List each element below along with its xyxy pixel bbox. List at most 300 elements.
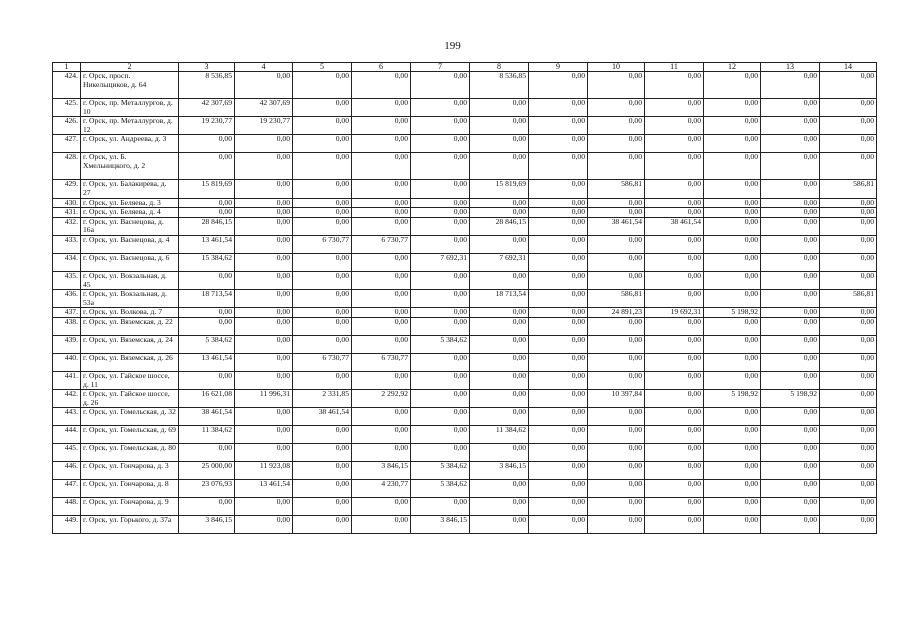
row-number: 430. <box>53 198 81 208</box>
value-cell: 0,00 <box>704 208 761 218</box>
value-cell: 0,00 <box>588 480 645 498</box>
value-cell: 0,00 <box>704 317 761 335</box>
value-cell: 0,00 <box>470 390 529 408</box>
value-cell: 5 384,62 <box>179 335 235 353</box>
value-cell: 0,00 <box>235 371 293 389</box>
value-cell: 10 397,84 <box>588 390 645 408</box>
value-cell: 38 461,54 <box>588 217 645 235</box>
address-cell: г. Орск, ул. Вяземская, д. 24 <box>81 335 179 353</box>
value-cell: 0,00 <box>352 271 411 289</box>
value-cell: 0,00 <box>470 317 529 335</box>
table-row <box>53 444 877 462</box>
value-cell: 6 730,77 <box>293 235 352 253</box>
value-cell: 18 713,54 <box>470 290 529 308</box>
table-row <box>53 217 877 235</box>
value-cell: 0,00 <box>352 516 411 534</box>
value-cell: 0,00 <box>179 135 235 153</box>
value-cell: 0,00 <box>411 498 470 516</box>
value-cell: 0,00 <box>588 426 645 444</box>
value-cell: 18 713,54 <box>179 290 235 308</box>
value-cell: 0,00 <box>470 198 529 208</box>
value-cell: 0,00 <box>761 444 820 462</box>
value-cell: 0,00 <box>293 253 352 271</box>
table-row <box>53 72 877 99</box>
value-cell: 0,00 <box>645 271 704 289</box>
value-cell: 0,00 <box>588 516 645 534</box>
value-cell: 0,00 <box>529 253 588 271</box>
value-cell: 0,00 <box>352 317 411 335</box>
value-cell: 0,00 <box>470 480 529 498</box>
value-cell: 0,00 <box>645 153 704 180</box>
value-cell: 0,00 <box>761 198 820 208</box>
address-cell: г. Орск, ул. Гончарова, д. 9 <box>81 498 179 516</box>
value-cell: 0,00 <box>761 290 820 308</box>
value-cell: 0,00 <box>235 353 293 371</box>
value-cell: 19 692,31 <box>645 308 704 318</box>
value-cell: 0,00 <box>704 235 761 253</box>
value-cell: 0,00 <box>820 235 877 253</box>
value-cell: 0,00 <box>704 335 761 353</box>
value-cell: 0,00 <box>761 180 820 198</box>
table-row <box>53 290 877 308</box>
value-cell: 0,00 <box>820 371 877 389</box>
column-header: 8 <box>470 63 529 72</box>
value-cell: 0,00 <box>235 208 293 218</box>
value-cell: 0,00 <box>293 72 352 99</box>
row-number: 424. <box>53 72 81 99</box>
value-cell: 0,00 <box>470 135 529 153</box>
value-cell: 19 230,77 <box>179 117 235 135</box>
value-cell: 0,00 <box>588 271 645 289</box>
value-cell: 11 996,31 <box>235 390 293 408</box>
value-cell: 0,00 <box>179 271 235 289</box>
table-row <box>53 498 877 516</box>
value-cell: 0,00 <box>645 235 704 253</box>
value-cell: 0,00 <box>588 253 645 271</box>
value-cell: 5 384,62 <box>411 462 470 480</box>
value-cell: 0,00 <box>820 308 877 318</box>
table-row <box>53 99 877 117</box>
address-cell: г. Орск, ул. Вокзальная, д. 45 <box>81 271 179 289</box>
value-cell: 0,00 <box>470 271 529 289</box>
value-cell: 0,00 <box>293 290 352 308</box>
value-cell: 8 536,85 <box>179 72 235 99</box>
value-cell: 28 846,15 <box>470 217 529 235</box>
row-number: 435. <box>53 271 81 289</box>
header-row <box>53 63 877 72</box>
column-header: 11 <box>645 63 704 72</box>
value-cell: 0,00 <box>645 462 704 480</box>
value-cell: 42 307,69 <box>179 99 235 117</box>
value-cell: 3 846,15 <box>352 462 411 480</box>
address-cell: г. Орск, пр. Металлургов, д. 12 <box>81 117 179 135</box>
value-cell: 0,00 <box>529 390 588 408</box>
value-cell: 0,00 <box>529 271 588 289</box>
value-cell: 2 292,92 <box>352 390 411 408</box>
value-cell: 0,00 <box>761 408 820 426</box>
row-number: 428. <box>53 153 81 180</box>
value-cell: 0,00 <box>704 426 761 444</box>
value-cell: 0,00 <box>411 426 470 444</box>
row-number: 437. <box>53 308 81 318</box>
value-cell: 3 846,15 <box>470 462 529 480</box>
value-cell: 0,00 <box>529 353 588 371</box>
row-number: 444. <box>53 426 81 444</box>
value-cell: 0,00 <box>235 444 293 462</box>
value-cell: 0,00 <box>470 353 529 371</box>
value-cell: 0,00 <box>352 72 411 99</box>
value-cell: 0,00 <box>820 198 877 208</box>
row-number: 441. <box>53 371 81 389</box>
value-cell: 0,00 <box>704 99 761 117</box>
value-cell: 0,00 <box>352 117 411 135</box>
address-cell: г. Орск, ул. Гомельская, д. 32 <box>81 408 179 426</box>
value-cell: 0,00 <box>179 308 235 318</box>
value-cell: 38 461,54 <box>293 408 352 426</box>
column-header: 12 <box>704 63 761 72</box>
value-cell: 0,00 <box>529 335 588 353</box>
address-cell: г. Орск, ул. Беляева, д. 3 <box>81 198 179 208</box>
value-cell: 0,00 <box>529 235 588 253</box>
value-cell: 0,00 <box>352 290 411 308</box>
value-cell: 0,00 <box>352 335 411 353</box>
value-cell: 24 891,23 <box>588 308 645 318</box>
value-cell: 0,00 <box>470 444 529 462</box>
value-cell: 0,00 <box>588 408 645 426</box>
value-cell: 0,00 <box>820 117 877 135</box>
value-cell: 0,00 <box>293 462 352 480</box>
value-cell: 0,00 <box>293 516 352 534</box>
value-cell: 0,00 <box>470 498 529 516</box>
data-table <box>52 62 877 534</box>
address-cell: г. Орск, ул. Андреева, д. 3 <box>81 135 179 153</box>
value-cell: 0,00 <box>645 198 704 208</box>
row-number: 442. <box>53 390 81 408</box>
address-cell: г. Орск, ул. Васнецова, д. 6 <box>81 253 179 271</box>
value-cell: 0,00 <box>588 371 645 389</box>
value-cell: 0,00 <box>529 117 588 135</box>
value-cell: 0,00 <box>820 498 877 516</box>
value-cell: 0,00 <box>645 498 704 516</box>
value-cell: 0,00 <box>293 371 352 389</box>
value-cell: 586,81 <box>588 290 645 308</box>
value-cell: 0,00 <box>529 371 588 389</box>
value-cell: 0,00 <box>470 371 529 389</box>
value-cell: 0,00 <box>293 426 352 444</box>
value-cell: 0,00 <box>179 317 235 335</box>
value-cell: 0,00 <box>588 99 645 117</box>
value-cell: 13 461,54 <box>235 480 293 498</box>
value-cell: 0,00 <box>645 290 704 308</box>
table-row <box>53 335 877 353</box>
column-header: 3 <box>179 63 235 72</box>
value-cell: 0,00 <box>352 444 411 462</box>
value-cell: 0,00 <box>820 271 877 289</box>
value-cell: 0,00 <box>352 180 411 198</box>
value-cell: 0,00 <box>761 99 820 117</box>
value-cell: 11 384,62 <box>179 426 235 444</box>
column-header: 14 <box>820 63 877 72</box>
value-cell: 0,00 <box>293 117 352 135</box>
value-cell: 0,00 <box>761 153 820 180</box>
value-cell: 3 846,15 <box>411 516 470 534</box>
value-cell: 0,00 <box>704 408 761 426</box>
value-cell: 0,00 <box>704 462 761 480</box>
row-number: 431. <box>53 208 81 218</box>
value-cell: 8 536,85 <box>470 72 529 99</box>
value-cell: 11 384,62 <box>470 426 529 444</box>
value-cell: 0,00 <box>411 317 470 335</box>
value-cell: 0,00 <box>235 235 293 253</box>
value-cell: 0,00 <box>235 498 293 516</box>
row-number: 429. <box>53 180 81 198</box>
value-cell: 5 198,92 <box>704 390 761 408</box>
value-cell: 16 621,08 <box>179 390 235 408</box>
value-cell: 0,00 <box>411 180 470 198</box>
table-row <box>53 208 877 218</box>
value-cell: 0,00 <box>588 462 645 480</box>
row-number: 445. <box>53 444 81 462</box>
value-cell: 0,00 <box>529 217 588 235</box>
value-cell: 0,00 <box>645 253 704 271</box>
value-cell: 0,00 <box>352 308 411 318</box>
value-cell: 0,00 <box>761 498 820 516</box>
value-cell: 0,00 <box>235 217 293 235</box>
address-cell: г. Орск, ул. Б. Хмельницкого, д. 2 <box>81 153 179 180</box>
value-cell: 0,00 <box>411 371 470 389</box>
value-cell: 0,00 <box>645 335 704 353</box>
value-cell: 38 461,54 <box>179 408 235 426</box>
value-cell: 0,00 <box>588 235 645 253</box>
value-cell: 0,00 <box>529 198 588 208</box>
value-cell: 7 692,31 <box>470 253 529 271</box>
row-number: 425. <box>53 99 81 117</box>
value-cell: 0,00 <box>411 390 470 408</box>
value-cell: 0,00 <box>529 99 588 117</box>
value-cell: 15 384,62 <box>179 253 235 271</box>
value-cell: 0,00 <box>293 308 352 318</box>
value-cell: 0,00 <box>293 498 352 516</box>
row-number: 449. <box>53 516 81 534</box>
value-cell: 0,00 <box>645 317 704 335</box>
value-cell: 0,00 <box>179 444 235 462</box>
table-row <box>53 390 877 408</box>
column-header: 7 <box>411 63 470 72</box>
value-cell: 0,00 <box>645 390 704 408</box>
value-cell: 0,00 <box>352 253 411 271</box>
table-body <box>53 72 877 534</box>
value-cell: 0,00 <box>529 480 588 498</box>
column-header: 5 <box>293 63 352 72</box>
value-cell: 0,00 <box>704 117 761 135</box>
value-cell: 0,00 <box>761 217 820 235</box>
row-number: 426. <box>53 117 81 135</box>
table-row <box>53 153 877 180</box>
value-cell: 0,00 <box>411 217 470 235</box>
value-cell: 0,00 <box>761 317 820 335</box>
value-cell: 0,00 <box>645 426 704 444</box>
value-cell: 0,00 <box>645 353 704 371</box>
value-cell: 0,00 <box>704 153 761 180</box>
value-cell: 0,00 <box>588 317 645 335</box>
value-cell: 7 692,31 <box>411 253 470 271</box>
address-cell: г. Орск, ул. Васнецова, д. 4 <box>81 235 179 253</box>
value-cell: 0,00 <box>820 444 877 462</box>
value-cell: 0,00 <box>411 353 470 371</box>
value-cell: 0,00 <box>352 99 411 117</box>
value-cell: 0,00 <box>470 208 529 218</box>
value-cell: 0,00 <box>820 135 877 153</box>
value-cell: 0,00 <box>820 480 877 498</box>
value-cell: 0,00 <box>293 317 352 335</box>
column-header: 6 <box>352 63 411 72</box>
value-cell: 0,00 <box>293 217 352 235</box>
value-cell: 0,00 <box>761 371 820 389</box>
value-cell: 0,00 <box>588 153 645 180</box>
value-cell: 15 819,69 <box>179 180 235 198</box>
value-cell: 0,00 <box>235 153 293 180</box>
value-cell: 0,00 <box>235 335 293 353</box>
table-row <box>53 235 877 253</box>
value-cell: 0,00 <box>704 290 761 308</box>
value-cell: 0,00 <box>235 180 293 198</box>
value-cell: 0,00 <box>645 135 704 153</box>
address-cell: г. Орск, ул. Гайское шоссе, д. 26 <box>81 390 179 408</box>
value-cell: 0,00 <box>235 290 293 308</box>
value-cell: 6 730,77 <box>352 235 411 253</box>
value-cell: 0,00 <box>470 408 529 426</box>
value-cell: 0,00 <box>179 198 235 208</box>
value-cell: 0,00 <box>529 408 588 426</box>
value-cell: 0,00 <box>352 198 411 208</box>
row-number: 439. <box>53 335 81 353</box>
value-cell: 0,00 <box>293 208 352 218</box>
value-cell: 0,00 <box>352 426 411 444</box>
row-number: 440. <box>53 353 81 371</box>
row-number: 432. <box>53 217 81 235</box>
row-number: 434. <box>53 253 81 271</box>
table-row <box>53 426 877 444</box>
address-cell: г. Орск, ул. Вяземская, д. 26 <box>81 353 179 371</box>
address-cell: г. Орск, ул. Гончарова, д. 8 <box>81 480 179 498</box>
value-cell: 0,00 <box>645 408 704 426</box>
value-cell: 0,00 <box>645 516 704 534</box>
value-cell: 0,00 <box>179 371 235 389</box>
value-cell: 586,81 <box>820 180 877 198</box>
value-cell: 0,00 <box>293 271 352 289</box>
value-cell: 0,00 <box>293 153 352 180</box>
value-cell: 0,00 <box>411 444 470 462</box>
value-cell: 0,00 <box>411 271 470 289</box>
value-cell: 0,00 <box>820 516 877 534</box>
value-cell: 0,00 <box>529 290 588 308</box>
table-row <box>53 462 877 480</box>
column-header: 9 <box>529 63 588 72</box>
value-cell: 0,00 <box>645 444 704 462</box>
value-cell: 0,00 <box>820 426 877 444</box>
value-cell: 0,00 <box>588 208 645 218</box>
value-cell: 0,00 <box>293 480 352 498</box>
value-cell: 0,00 <box>704 198 761 208</box>
value-cell: 0,00 <box>179 153 235 180</box>
value-cell: 0,00 <box>704 353 761 371</box>
value-cell: 23 076,93 <box>179 480 235 498</box>
table-row <box>53 117 877 135</box>
value-cell: 0,00 <box>411 72 470 99</box>
value-cell: 0,00 <box>704 480 761 498</box>
value-cell: 0,00 <box>352 371 411 389</box>
value-cell: 0,00 <box>235 72 293 99</box>
value-cell: 0,00 <box>588 117 645 135</box>
value-cell: 11 923,08 <box>235 462 293 480</box>
value-cell: 0,00 <box>411 208 470 218</box>
value-cell: 0,00 <box>470 153 529 180</box>
value-cell: 0,00 <box>529 153 588 180</box>
value-cell: 0,00 <box>411 117 470 135</box>
table-row <box>53 271 877 289</box>
value-cell: 0,00 <box>761 253 820 271</box>
value-cell: 0,00 <box>761 462 820 480</box>
value-cell: 0,00 <box>529 180 588 198</box>
value-cell: 586,81 <box>820 290 877 308</box>
address-cell: г. Орск, ул. Вяземская, д. 22 <box>81 317 179 335</box>
value-cell: 0,00 <box>179 208 235 218</box>
address-cell: г. Орск, ул. Волкова, д. 7 <box>81 308 179 318</box>
value-cell: 0,00 <box>470 235 529 253</box>
value-cell: 0,00 <box>352 498 411 516</box>
row-number: 443. <box>53 408 81 426</box>
value-cell: 0,00 <box>179 498 235 516</box>
value-cell: 0,00 <box>352 153 411 180</box>
value-cell: 0,00 <box>529 426 588 444</box>
column-header: 13 <box>761 63 820 72</box>
value-cell: 6 730,77 <box>352 353 411 371</box>
row-number: 433. <box>53 235 81 253</box>
value-cell: 0,00 <box>820 99 877 117</box>
address-cell: г. Орск, пр. Металлургов, д. 10 <box>81 99 179 117</box>
address-cell: г. Орск, ул. Беляева, д. 4 <box>81 208 179 218</box>
value-cell: 4 230,77 <box>352 480 411 498</box>
value-cell: 3 846,15 <box>179 516 235 534</box>
value-cell: 0,00 <box>293 135 352 153</box>
value-cell: 0,00 <box>235 317 293 335</box>
value-cell: 15 819,69 <box>470 180 529 198</box>
value-cell: 0,00 <box>235 198 293 208</box>
address-cell: г. Орск, ул. Гайское шоссе, д. 11 <box>81 371 179 389</box>
value-cell: 0,00 <box>588 72 645 99</box>
value-cell: 0,00 <box>235 135 293 153</box>
address-cell: г. Орск, просп. Никельщиков, д. 64 <box>81 72 179 99</box>
value-cell: 0,00 <box>588 353 645 371</box>
value-cell: 0,00 <box>761 235 820 253</box>
value-cell: 0,00 <box>761 335 820 353</box>
value-cell: 0,00 <box>352 408 411 426</box>
address-cell: г. Орск, ул. Балакирева, д. 27 <box>81 180 179 198</box>
value-cell: 0,00 <box>761 117 820 135</box>
value-cell: 0,00 <box>820 408 877 426</box>
value-cell: 0,00 <box>820 317 877 335</box>
value-cell: 38 461,54 <box>645 217 704 235</box>
value-cell: 0,00 <box>352 217 411 235</box>
value-cell: 0,00 <box>529 208 588 218</box>
value-cell: 0,00 <box>411 153 470 180</box>
column-header: 2 <box>81 63 179 72</box>
row-number: 446. <box>53 462 81 480</box>
table-row <box>53 308 877 318</box>
value-cell: 0,00 <box>352 135 411 153</box>
value-cell: 0,00 <box>645 480 704 498</box>
value-cell: 0,00 <box>761 308 820 318</box>
